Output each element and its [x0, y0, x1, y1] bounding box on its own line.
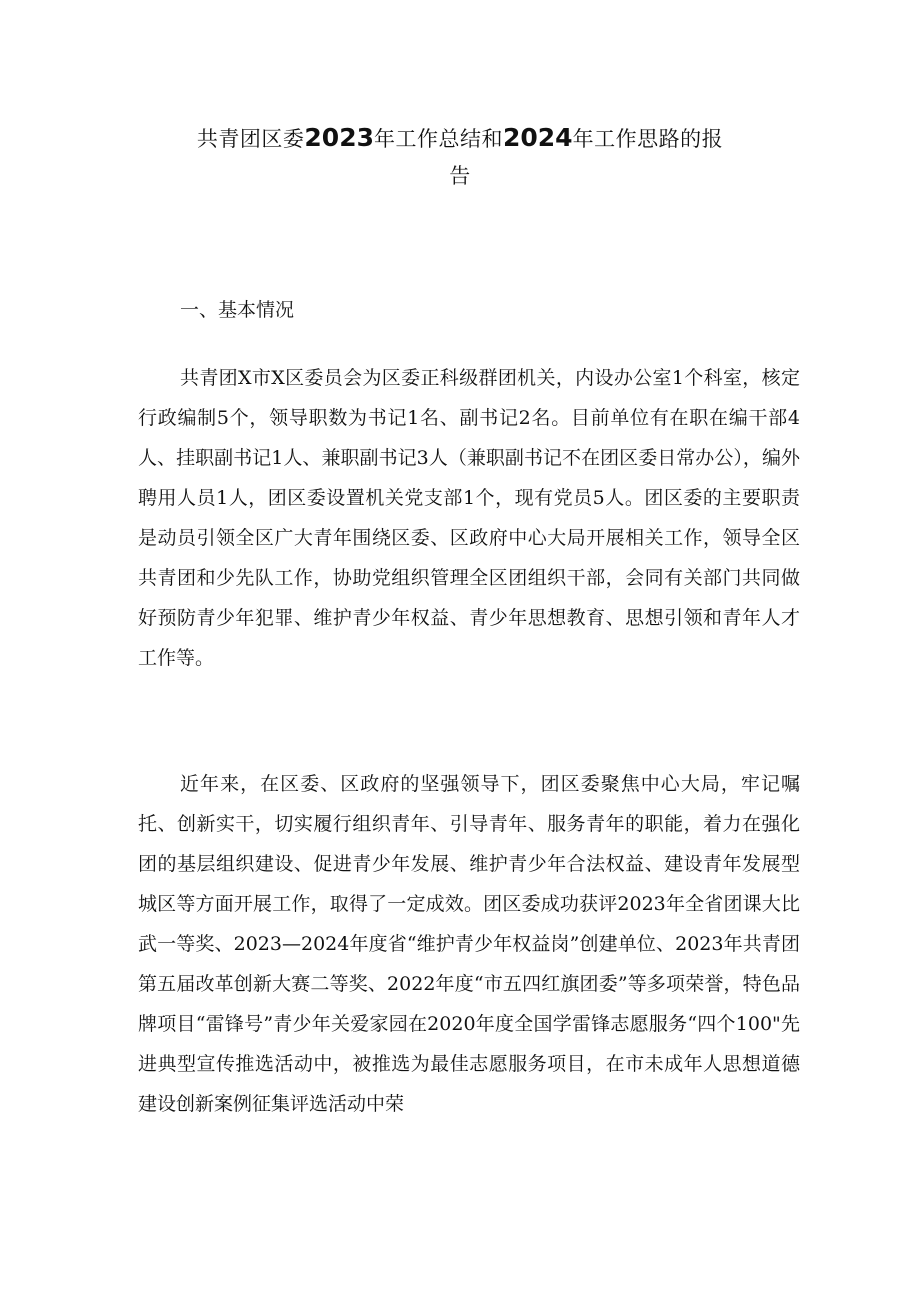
document-title-continued: 告	[449, 164, 471, 188]
paragraph-achievements: 近年来，在区委、区政府的坚强领导下，团区委聚焦中心大局，牢记嘱托、创新实干，切实履行组织青年、引导青年、服务青年的职能，着力在强化团的基层组织建设、促进青少年发展、维护青少年合法权益、建设青年发展型城区等方面开展工作，取得了一定成效。团区委成功获评2023年全省团课大比武一等奖、2023—2024年度省“维护青少年权益岗”创建单位、2023年共青团第五届改革创新大赛二等奖、2022年度“市五四红旗团委”等多项荣誉，特色品牌项目“雷锋号”青少年关爱家园在2020年度全国学雷锋志愿服务“四个100"先进典型宣传推选活动中，被推选为最佳志愿服务项目，在市未成年人思想道德建设创新案例征集评选活动中荣	[138, 773, 800, 1115]
title-year-2024: 2024	[503, 123, 573, 152]
title-text-part2: 年工作总结和	[374, 127, 503, 151]
title-year-2023: 2023	[304, 123, 374, 152]
paragraph-basic-info: 共青团X市X区委员会为区委正科级群团机关，内设办公室1个科室，核定行政编制5个，领导职数为书记1名、副书记2名。目前单位有在职在编干部4人、挂职副书记1人、兼职副书记3人（兼职副书记不在团区委日常办公），编外聘用人员1人，团区委设置机关党支部1个，现有党员5人。团区委的主要职责是动员引领全区广大青年围绕区委、区政府中心大局开展相关工作，领导全区共青团和少先队工作，协助党组织管理全区团组织干部，会同有关部门共同做好预防青少年犯罪、维护青少年权益、青少年思想教育、思想引领和青年人才工作等。	[138, 367, 800, 669]
section-heading: 一、基本情况	[180, 299, 295, 321]
document-title	[0, 120, 920, 157]
title-text-part1: 共青团区委	[196, 127, 305, 151]
title-text-part3: 年工作思路的报	[572, 127, 724, 151]
